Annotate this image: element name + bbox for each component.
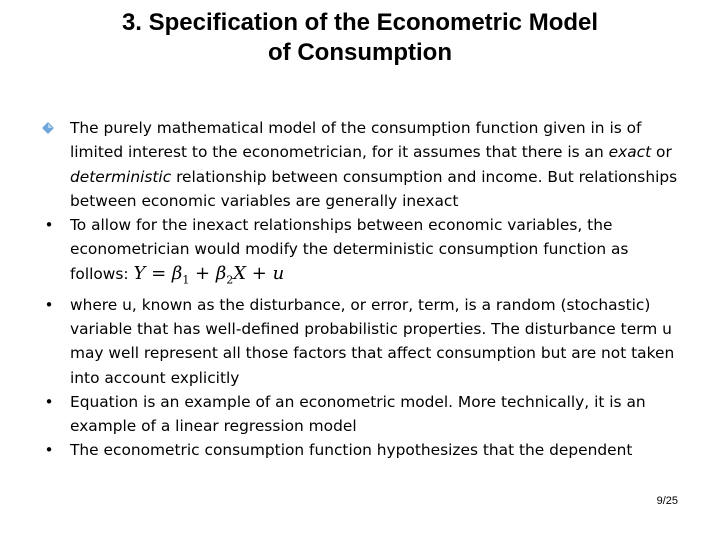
bullet-item-1 [40, 116, 680, 213]
bullet-dot: • [44, 441, 54, 460]
bullet-text-3: where u, known as the disturbance, or error, term, is a random (stochastic) variable that has well-defined probabilistic properties. The disturbance term u may well represent all those factors that affect consumption but are not taken into account explicitly [70, 295, 675, 387]
bullet-text-1c: relationship between consumption and income. But relationships between economic variables are generally inexact [70, 167, 678, 210]
bullet-text-1-deterministic: deterministic [70, 167, 172, 186]
page-number: 9/25 [656, 495, 678, 507]
bullet-text-5: The econometric consumption function hypothesizes that the dependent [70, 441, 633, 460]
bullet-item-5 [40, 438, 680, 462]
bullet-item-3 [40, 293, 680, 390]
diamond-icon [42, 122, 54, 134]
bullet-dot: • [44, 216, 54, 235]
bullet-text-1b: or [651, 143, 672, 162]
bullet-text-2: To allow for the inexact relationships between economic variables, the econometrician would modify the deterministic consumption function as follows: [70, 216, 629, 283]
title-line-2: of Consumption [268, 39, 452, 66]
regression-equation: $Y = \beta_1 + \beta_2X + u$ [133, 262, 285, 287]
bullet-text-4: Equation is an example of an econometric model. More technically, it is an example of a linear regression model [70, 392, 646, 436]
bullet-text-1-exact: exact [608, 143, 652, 162]
title-line-1: 3. Specification of the Econometric Model [121, 9, 599, 36]
bullet-item-2 [40, 213, 680, 292]
bullet-list [40, 116, 680, 463]
bullet-text-1a: The purely mathematical model of the consumption function given in is of limited interest to the econometrician, for it assumes that there is an [70, 119, 642, 162]
bullet-dot: • [44, 295, 54, 314]
bullet-dot: • [44, 392, 54, 411]
bullet-item-4 [40, 390, 680, 439]
slide-title [0, 8, 720, 68]
